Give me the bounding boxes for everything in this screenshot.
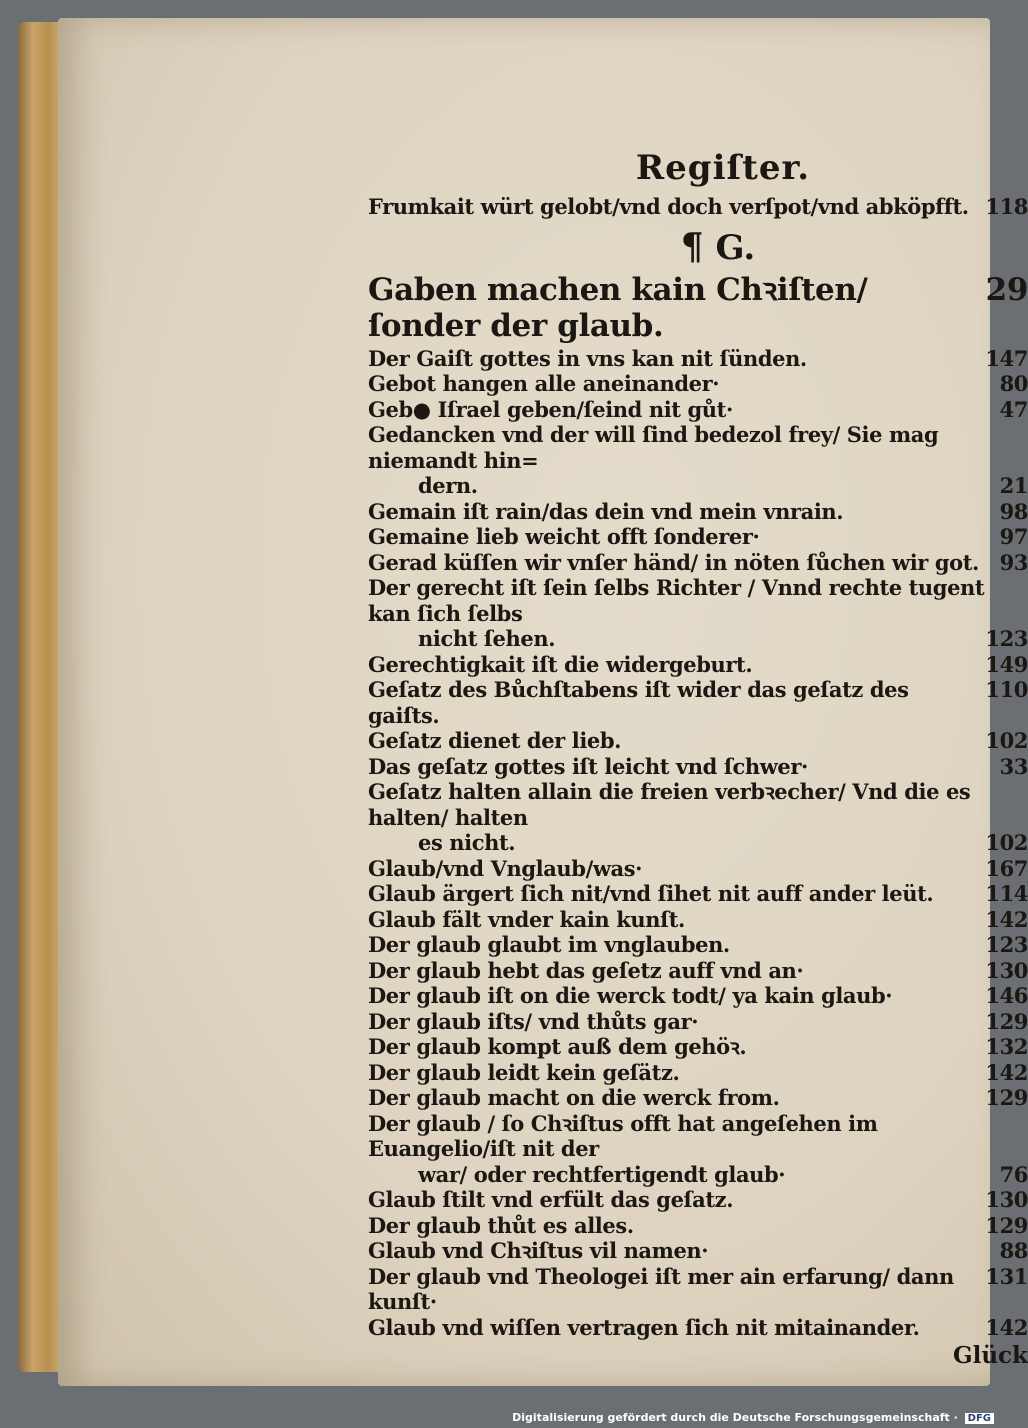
register-entry bbox=[368, 1264, 1028, 1315]
entry-page: 131 bbox=[985, 1263, 1028, 1289]
entry-text: Glaub ſtilt vnd erfült das geſatz. bbox=[368, 1187, 734, 1212]
register-entry bbox=[368, 371, 1028, 397]
entry-page: 102 bbox=[985, 728, 1028, 753]
entry-page: 102 bbox=[985, 830, 1028, 855]
entry-text: war/ oder rechtfertigendt glaub· bbox=[418, 1161, 786, 1187]
register-entry bbox=[368, 1060, 1028, 1086]
entry-text: Der glaub kompt auß dem gehöꝛ. bbox=[368, 1034, 747, 1059]
entry-text: Der glaub leidt kein geſätz. bbox=[368, 1059, 680, 1085]
entry-page: 129 bbox=[985, 1212, 1028, 1238]
entry-page: 88 bbox=[999, 1238, 1028, 1263]
entry-page: 130 bbox=[985, 957, 1028, 983]
section-letter-text: G. bbox=[715, 227, 756, 268]
entry-text: Glaub vnd wiſſen vertragen ſich nit mitainander. bbox=[368, 1314, 920, 1340]
book-page bbox=[58, 18, 1028, 1386]
entry-text: Frumkait würt gelobt/vnd doch verſpot/vnd abköpfft. bbox=[368, 194, 969, 219]
entry-text: Der glaub glaubt im vnglauben. bbox=[368, 932, 730, 957]
register-entry bbox=[368, 194, 1028, 220]
entry-text: Der glaub thůt es alles. bbox=[368, 1212, 634, 1238]
entry-page: 132 bbox=[985, 1034, 1028, 1059]
entry-page: 142 bbox=[985, 906, 1028, 932]
register-entry bbox=[368, 272, 1028, 344]
entry-page: 98 bbox=[999, 498, 1028, 524]
entry-text: Der Gaiſt gottes in vns kan nit ſünden. bbox=[368, 345, 807, 371]
entry-text: Der glaub / ſo Chꝛiſtus offt hat angeſehen im Euangelio/iſt nit der bbox=[368, 1110, 878, 1161]
entry-text: Der glaub hebt das geſetz auff vnd an· bbox=[368, 957, 804, 983]
register-entry bbox=[368, 1315, 1028, 1341]
entry-page: 110 bbox=[985, 677, 1028, 702]
register-entry bbox=[368, 626, 1028, 652]
register-entry bbox=[368, 346, 1028, 372]
register-entry bbox=[368, 779, 1028, 830]
entry-text: Geſatz halten allain die freien verbꝛecher/ Vnd die es halten/ halten bbox=[368, 779, 971, 830]
entry-page: 47 bbox=[999, 396, 1028, 422]
entry-page: 149 bbox=[985, 651, 1028, 677]
register-entry bbox=[368, 1213, 1028, 1239]
register-entry bbox=[368, 550, 1028, 576]
register-entry bbox=[368, 524, 1028, 550]
entry-text: Der glaub vnd Theologei iſt mer ain erfarung/ dann kunſt· bbox=[368, 1263, 954, 1314]
entry-text: Der glaub iſts/ vnd thůts gar· bbox=[368, 1008, 699, 1034]
register-entry bbox=[368, 1111, 1028, 1162]
entry-text: Gemain iſt rain/das dein vnd mein vnrain. bbox=[368, 498, 844, 524]
register-entry bbox=[368, 830, 1028, 856]
section-letter bbox=[368, 226, 1028, 268]
entry-text: Glaub fält vnder kain kunſt. bbox=[368, 906, 685, 932]
register-entry bbox=[368, 1085, 1028, 1111]
entry-text: nicht ſehen. bbox=[418, 626, 556, 651]
entry-page: 147 bbox=[985, 345, 1028, 371]
entry-page: 21 bbox=[999, 473, 1028, 498]
entry-text: Geſatz dienet der lieb. bbox=[368, 728, 622, 753]
entry-page: 142 bbox=[985, 1314, 1028, 1340]
register-entry bbox=[368, 907, 1028, 933]
entry-page: 130 bbox=[985, 1187, 1028, 1212]
entry-text: Glaub/vnd Vnglaub/was· bbox=[368, 855, 643, 881]
pilcrow-icon: ¶ bbox=[680, 225, 704, 268]
register-entry bbox=[368, 1187, 1028, 1213]
register-entry bbox=[368, 1034, 1028, 1060]
dfg-logo: DFG bbox=[965, 1413, 994, 1424]
register-entry bbox=[368, 932, 1028, 958]
entry-text: Gaben machen kain Chꝛiſten/ſonder der glaub. bbox=[368, 271, 868, 344]
entry-page: 114 bbox=[985, 881, 1028, 906]
entry-text: Gerad küſſen wir vnſer händ/ in nöten ſůchen wir got. bbox=[368, 549, 979, 575]
entry-page: 97 bbox=[999, 524, 1028, 549]
entry-text: Geb● Iſrael geben/ſeind nit gůt· bbox=[368, 396, 733, 422]
page-heading: Regiſter. bbox=[635, 148, 811, 188]
register-entry bbox=[368, 881, 1028, 907]
register-entry bbox=[368, 473, 1028, 499]
entry-page: 146 bbox=[985, 983, 1028, 1008]
register-entry bbox=[368, 728, 1028, 754]
register-entry bbox=[368, 1238, 1028, 1264]
catchword: Glück bbox=[952, 1342, 1028, 1369]
register-entry bbox=[368, 983, 1028, 1009]
digitization-footer bbox=[512, 1411, 994, 1424]
entry-text: Das geſatz gottes iſt leicht vnd ſchwer· bbox=[368, 753, 808, 779]
register-entry bbox=[368, 575, 1028, 626]
entry-page: 123 bbox=[985, 626, 1028, 651]
entry-text: Der glaub macht on die werck from. bbox=[368, 1085, 780, 1110]
entry-page: 76 bbox=[999, 1161, 1028, 1187]
entry-page: 80 bbox=[999, 371, 1028, 396]
entry-page: 129 bbox=[985, 1008, 1028, 1034]
entry-text: Der gerecht iſt ſein ſelbs Richter / Vnnd rechte tugent kan ſich ſelbs bbox=[368, 575, 985, 626]
entry-text: Geſatz des Bůchſtabens iſt wider das geſatz des gaiſts. bbox=[368, 677, 909, 728]
entry-page: 29 bbox=[985, 271, 1028, 308]
entry-text: Gerechtigkait iſt die widergeburt. bbox=[368, 651, 753, 677]
entry-text: Gedancken vnd der will ſind bedezol frey/ Sie mag niemandt hin= bbox=[368, 422, 939, 473]
entry-text: Gebot hangen alle aneinander· bbox=[368, 371, 720, 396]
register-entry bbox=[368, 958, 1028, 984]
entry-text: Glaub ärgert ſich nit/vnd ſihet nit auff ander leüt. bbox=[368, 881, 934, 906]
register-list bbox=[368, 346, 1028, 1341]
footer-text: Digitalisierung gefördert durch die Deutsche Forschungsgemeinschaft · bbox=[512, 1411, 958, 1424]
register-entry bbox=[368, 677, 1028, 728]
entry-text: dern. bbox=[418, 473, 478, 498]
register-entry bbox=[368, 754, 1028, 780]
entry-page: 142 bbox=[985, 1059, 1028, 1085]
register-entry bbox=[368, 397, 1028, 423]
register-content bbox=[368, 148, 1028, 1369]
entry-page: 129 bbox=[985, 1085, 1028, 1110]
entry-text: es nicht. bbox=[418, 830, 516, 855]
register-entry bbox=[368, 499, 1028, 525]
register-entry bbox=[368, 1162, 1028, 1188]
entry-page: 123 bbox=[985, 932, 1028, 957]
register-entry bbox=[368, 652, 1028, 678]
register-entry bbox=[368, 422, 1028, 473]
entry-page: 93 bbox=[999, 549, 1028, 575]
entry-page: 167 bbox=[985, 855, 1028, 881]
register-entry bbox=[368, 856, 1028, 882]
entry-page: 118 bbox=[985, 194, 1028, 219]
entry-text: Der glaub iſt on die werck todt/ ya kain glaub· bbox=[368, 983, 893, 1008]
entry-page: 33 bbox=[999, 753, 1028, 779]
register-entry bbox=[368, 1009, 1028, 1035]
entry-text: Gemaine lieb weicht offt ſonderer· bbox=[368, 524, 760, 549]
entry-text: Glaub vnd Chꝛiſtus vil namen· bbox=[368, 1238, 709, 1263]
